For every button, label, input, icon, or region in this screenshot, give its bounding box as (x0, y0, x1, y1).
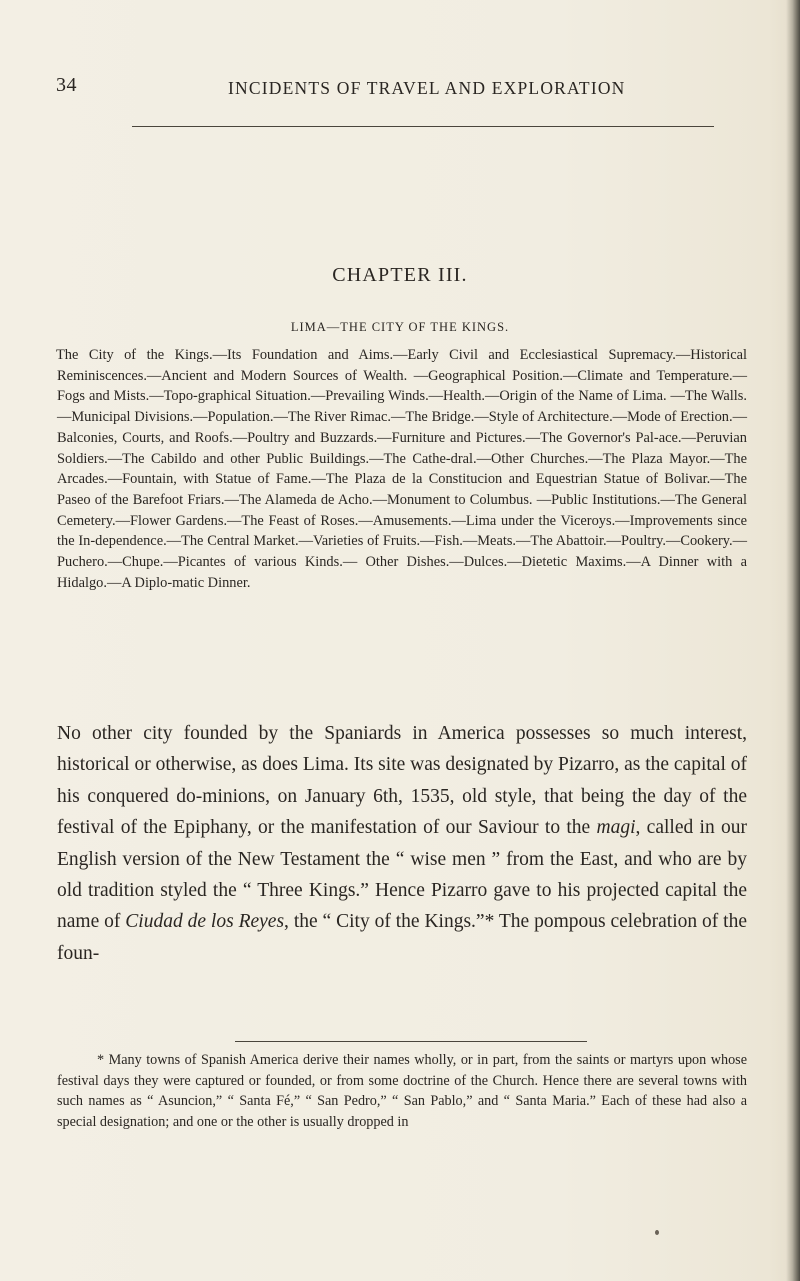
body-paragraph (57, 718, 747, 969)
page-edge-shadow (786, 0, 800, 1281)
ink-speck (655, 1230, 659, 1235)
page-header (0, 74, 800, 106)
body-italic-ciudad: Ciudad de los Reyes (125, 911, 285, 933)
chapter-synopsis: The City of the Kings.—Its Foundation and Aims.—Early Civil and Ecclesiastical Supremacy.—Historical Reminiscences.—Ancient and Modern Sources of Wealth. —Geographical Position.—Climate and Temperature.—Fogs and Mists.—Topo-graphical Situation.—Prevailing Winds.—Health.—Origin of the Name of Lima. —The Walls.—Municipal Divisions.—Population.—The River Rimac.—The Bridge.—Style of Architecture.—Mode of Erection.—Balconies, Courts, and Roofs.—Poultry and Buzzards.—Furniture and Pictures.—The Governor's Pal-ace.—Peruvian Soldiers.—The Cabildo and other Public Buildings.—The Cathe-dral.—Other Churches.—The Plaza Mayor.—The Arcades.—Fountain, with Statue of Fame.—The Plaza de la Constitucion and Equestrian Statue of Bolivar.—The Paseo of the Barefoot Friars.—The Alameda de Acho.—Monument to Columbus. —Public Institutions.—The General Cemetery.—Flower Gardens.—The Feast of Roses.—Amusements.—Lima under the Viceroys.—Improvements since the In-dependence.—The Central Market.—Varieties of Fruits.—Fish.—Meats.—The Abattoir.—Poultry.—Cookery.—Puchero.—Chupe.—Picantes of various Kinds.— Other Dishes.—Dulces.—Dietetic Maxims.—A Dinner with a Hidalgo.—A Diplo-matic Dinner. (56, 347, 747, 591)
body-italic-magi: magi (596, 817, 636, 839)
body-text-part-2: , called in our English version of the New Testament the “ wise men ” from the East, and who are by old tradition styled the “ Three Kings.” Hence Pizarro gave to his projected capital the name of (57, 817, 747, 933)
chapter-subtitle: LIMA—THE CITY OF THE KINGS. (290, 320, 510, 334)
page-number: 34 (56, 74, 77, 96)
header-rule (132, 126, 714, 127)
running-head: INCIDENTS OF TRAVEL AND EXPLORATION (228, 78, 626, 98)
footnote: * Many towns of Spanish America derive their names wholly, or in part, from the saints or martyrs upon whose festival days they were captured or founded, or from some doctrine of the Church. Hence there are several towns with such names as “ Asuncion,” “ Santa Fé,” “ San Pedro,” “ San Pablo,” and “ Santa Maria.” Each of these had also a special designation; and one or the other is usually dropped in (57, 1052, 747, 1131)
body-text-part-1: No other city founded by the Spaniards in America possesses so much interest, historical or otherwise, as does Lima. Its site was designated by Pizarro, as the capital of his conquered do-minions, on January 6th, 1535, old style, that being the day of the festival of the Epiphany, or the manifestation of our Saviour to the (57, 723, 747, 839)
body-text-part-3: , the “ City of the Kings.”* The pompous celebration of the foun- (57, 911, 747, 964)
chapter-title: CHAPTER III. (332, 264, 468, 286)
footnote-rule (235, 1041, 587, 1042)
